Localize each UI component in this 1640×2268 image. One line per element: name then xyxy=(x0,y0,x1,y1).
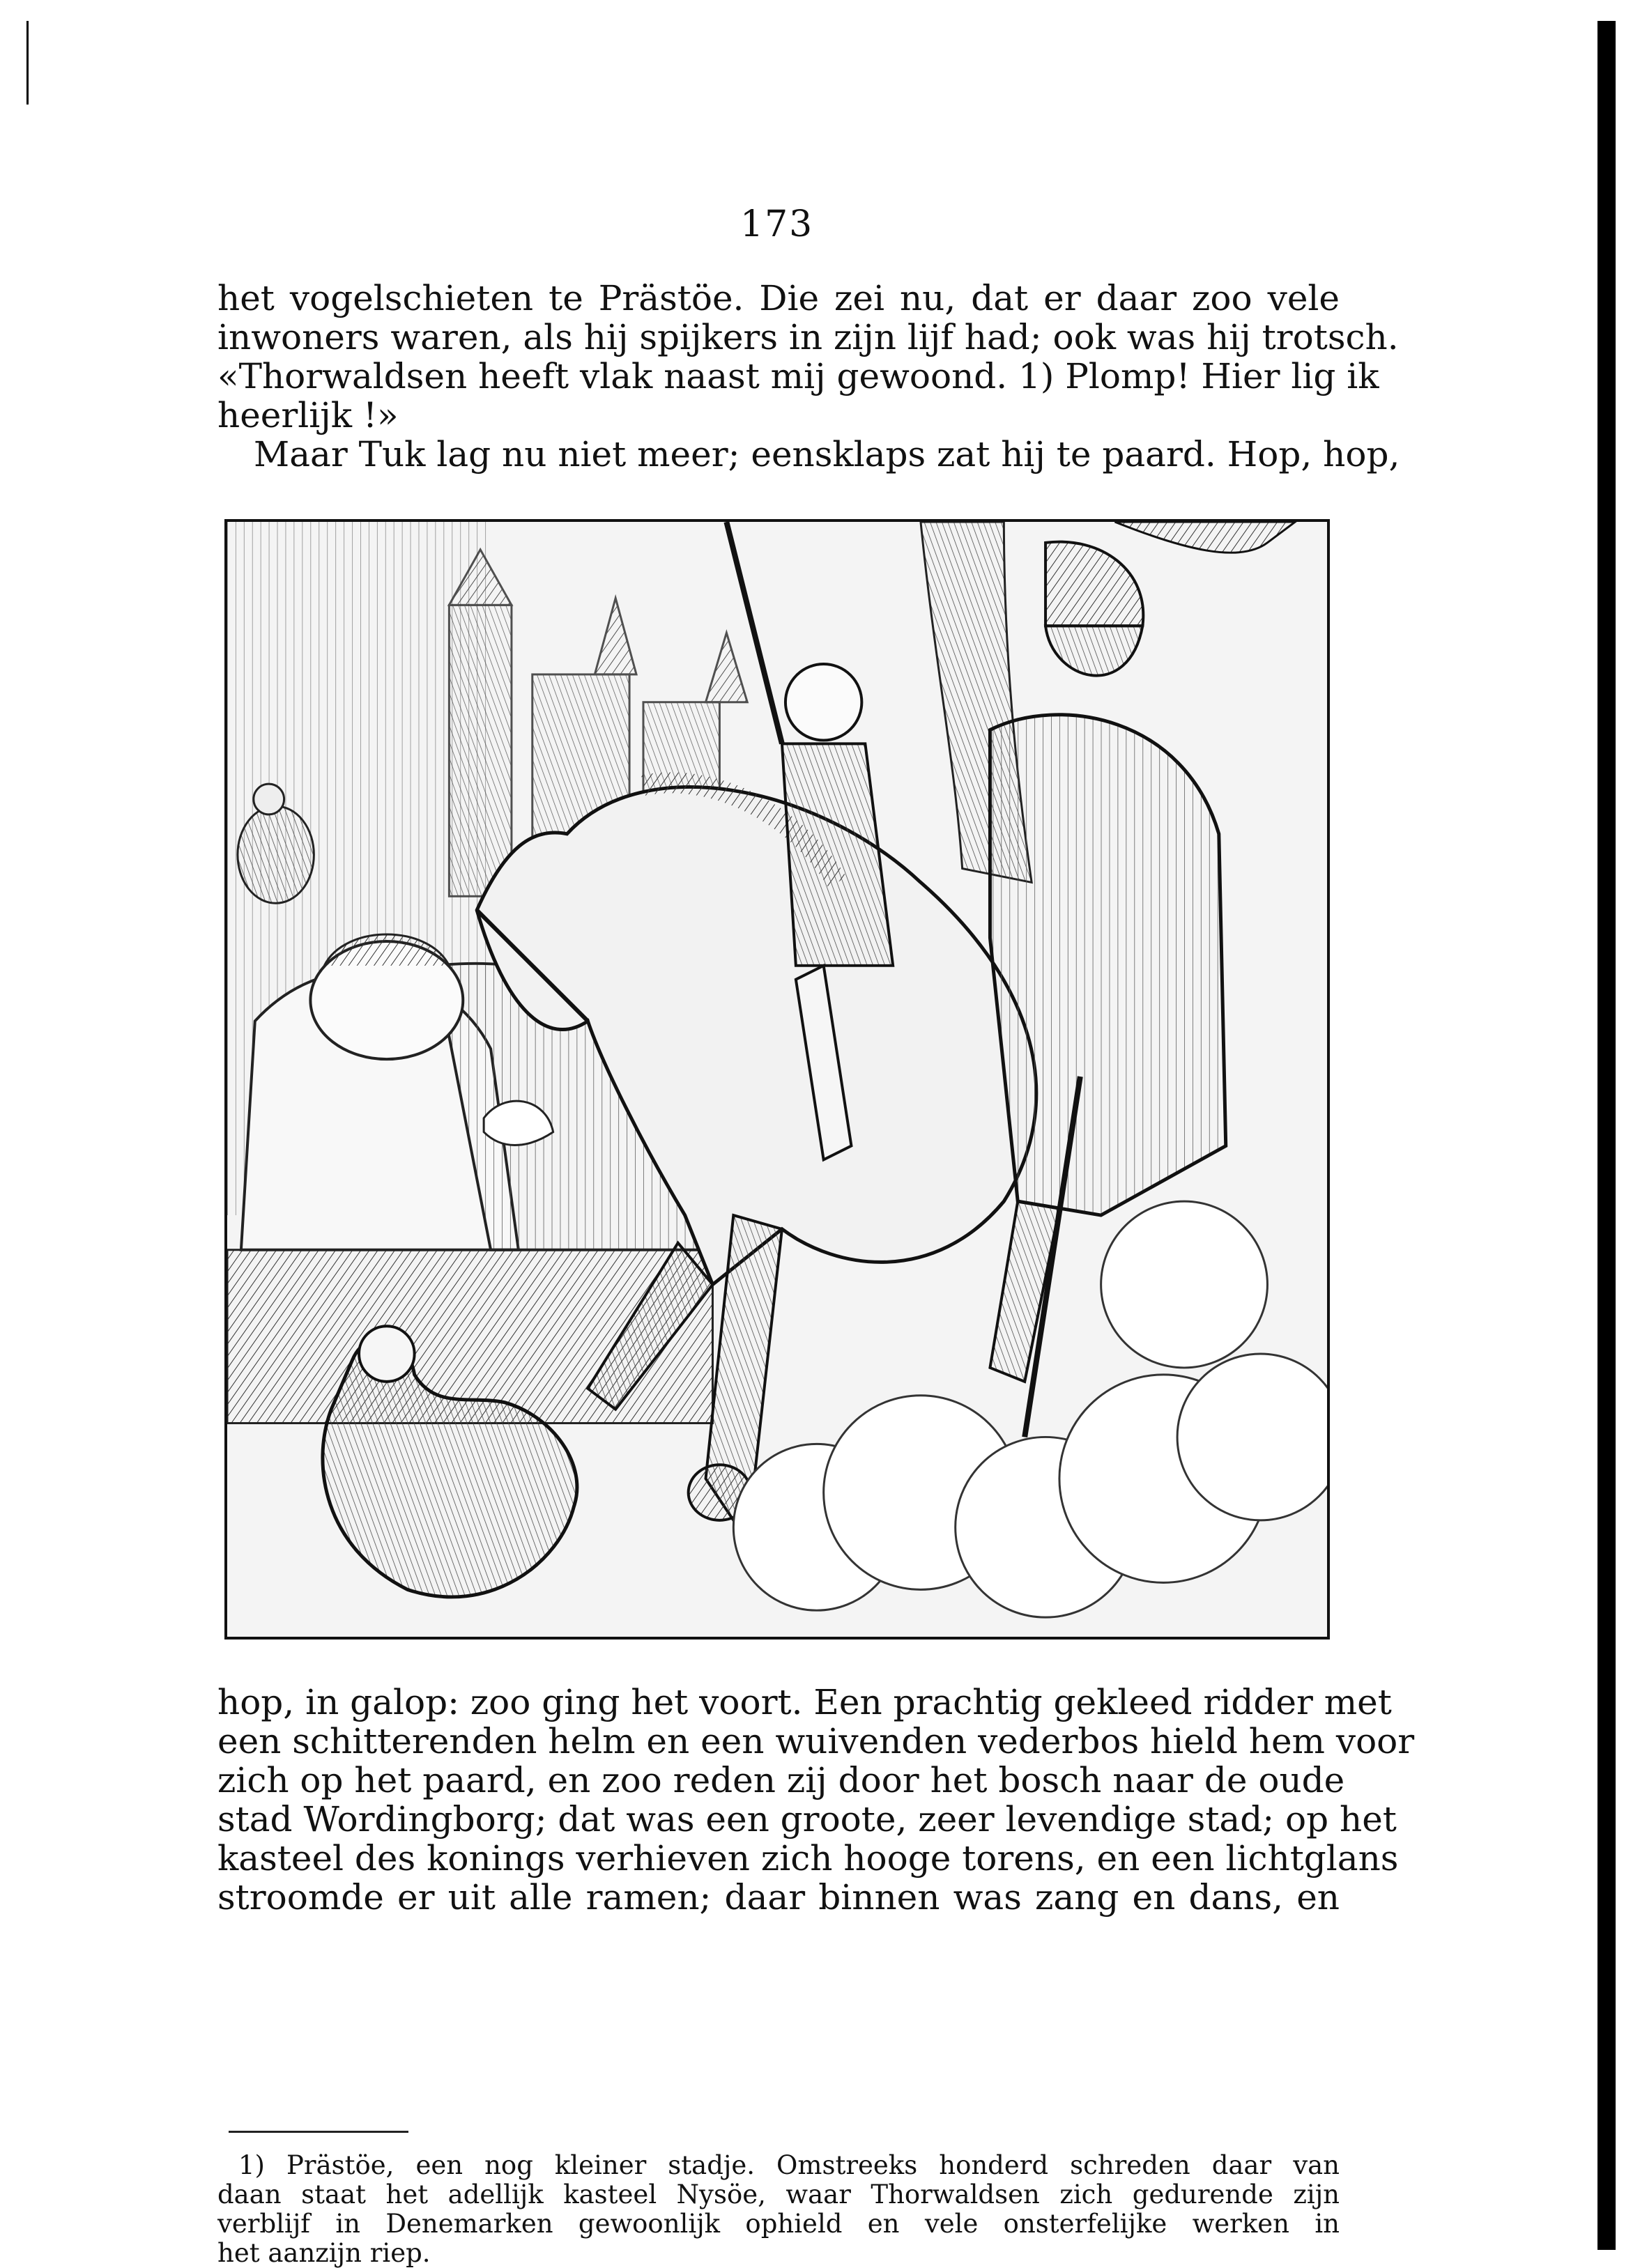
text-line: hop, in galop: zoo ging het voort. Een prachtig gekleed ridder met xyxy=(217,1682,1392,1722)
footnote-line: verblijf in Denemarken gewoonlijk ophield en vele onsterfelijke werken in xyxy=(217,2209,1340,2239)
footnote xyxy=(217,2151,1340,2268)
paragraph-2 xyxy=(217,1682,1415,1918)
binding-edge-left xyxy=(26,21,29,105)
binding-edge-right xyxy=(1597,21,1616,2250)
text-line: «Thorwaldsen heeft vlak naast mij gewoond. 1) Plomp! Hier lig ik xyxy=(217,356,1379,396)
text-line: kasteel des konings verhieven zich hooge torens, en een lichtglans xyxy=(217,1838,1399,1879)
text-line: stroomde er uit alle ramen; daar binnen was zang en dans, en xyxy=(217,1877,1340,1918)
text-line: inwoners waren, als hij spijkers in zijn lijf had; ook was hij trotsch. xyxy=(217,317,1399,357)
text-line: Maar Tuk lag nu niet meer; eensklaps zat hij te paard. Hop, hop, xyxy=(254,434,1400,475)
text-line: een schitterenden helm en een wuivenden vederbos hield hem voor xyxy=(217,1721,1415,1761)
text-line: het vogelschieten te Prästöe. Die zei nu, dat er daar zoo vele xyxy=(217,278,1340,318)
text-line: stad Wordingborg; dat was een groote, zeer levendige stad; op het xyxy=(217,1799,1397,1839)
engraving-illustration xyxy=(224,519,1330,1640)
footnote-line: 1) Prästöe, een nog kleiner stadje. Omstreeks honderd schreden daar van xyxy=(238,2150,1340,2180)
footnote-line: daan staat het adellijk kasteel Nysöe, waar Thorwaldsen zich gedurende zijn xyxy=(217,2180,1340,2209)
text-line: zich op het paard, en zoo reden zij door het bosch naar de oude xyxy=(217,1760,1345,1800)
paragraph-1 xyxy=(217,278,1400,475)
knight-horse-boy-engraving xyxy=(227,522,1327,1637)
page-number: 173 xyxy=(740,203,814,245)
footnote-separator xyxy=(229,2131,408,2133)
text-line: heerlijk !» xyxy=(217,395,399,435)
footnote-line: het aanzijn riep. xyxy=(217,2238,431,2268)
